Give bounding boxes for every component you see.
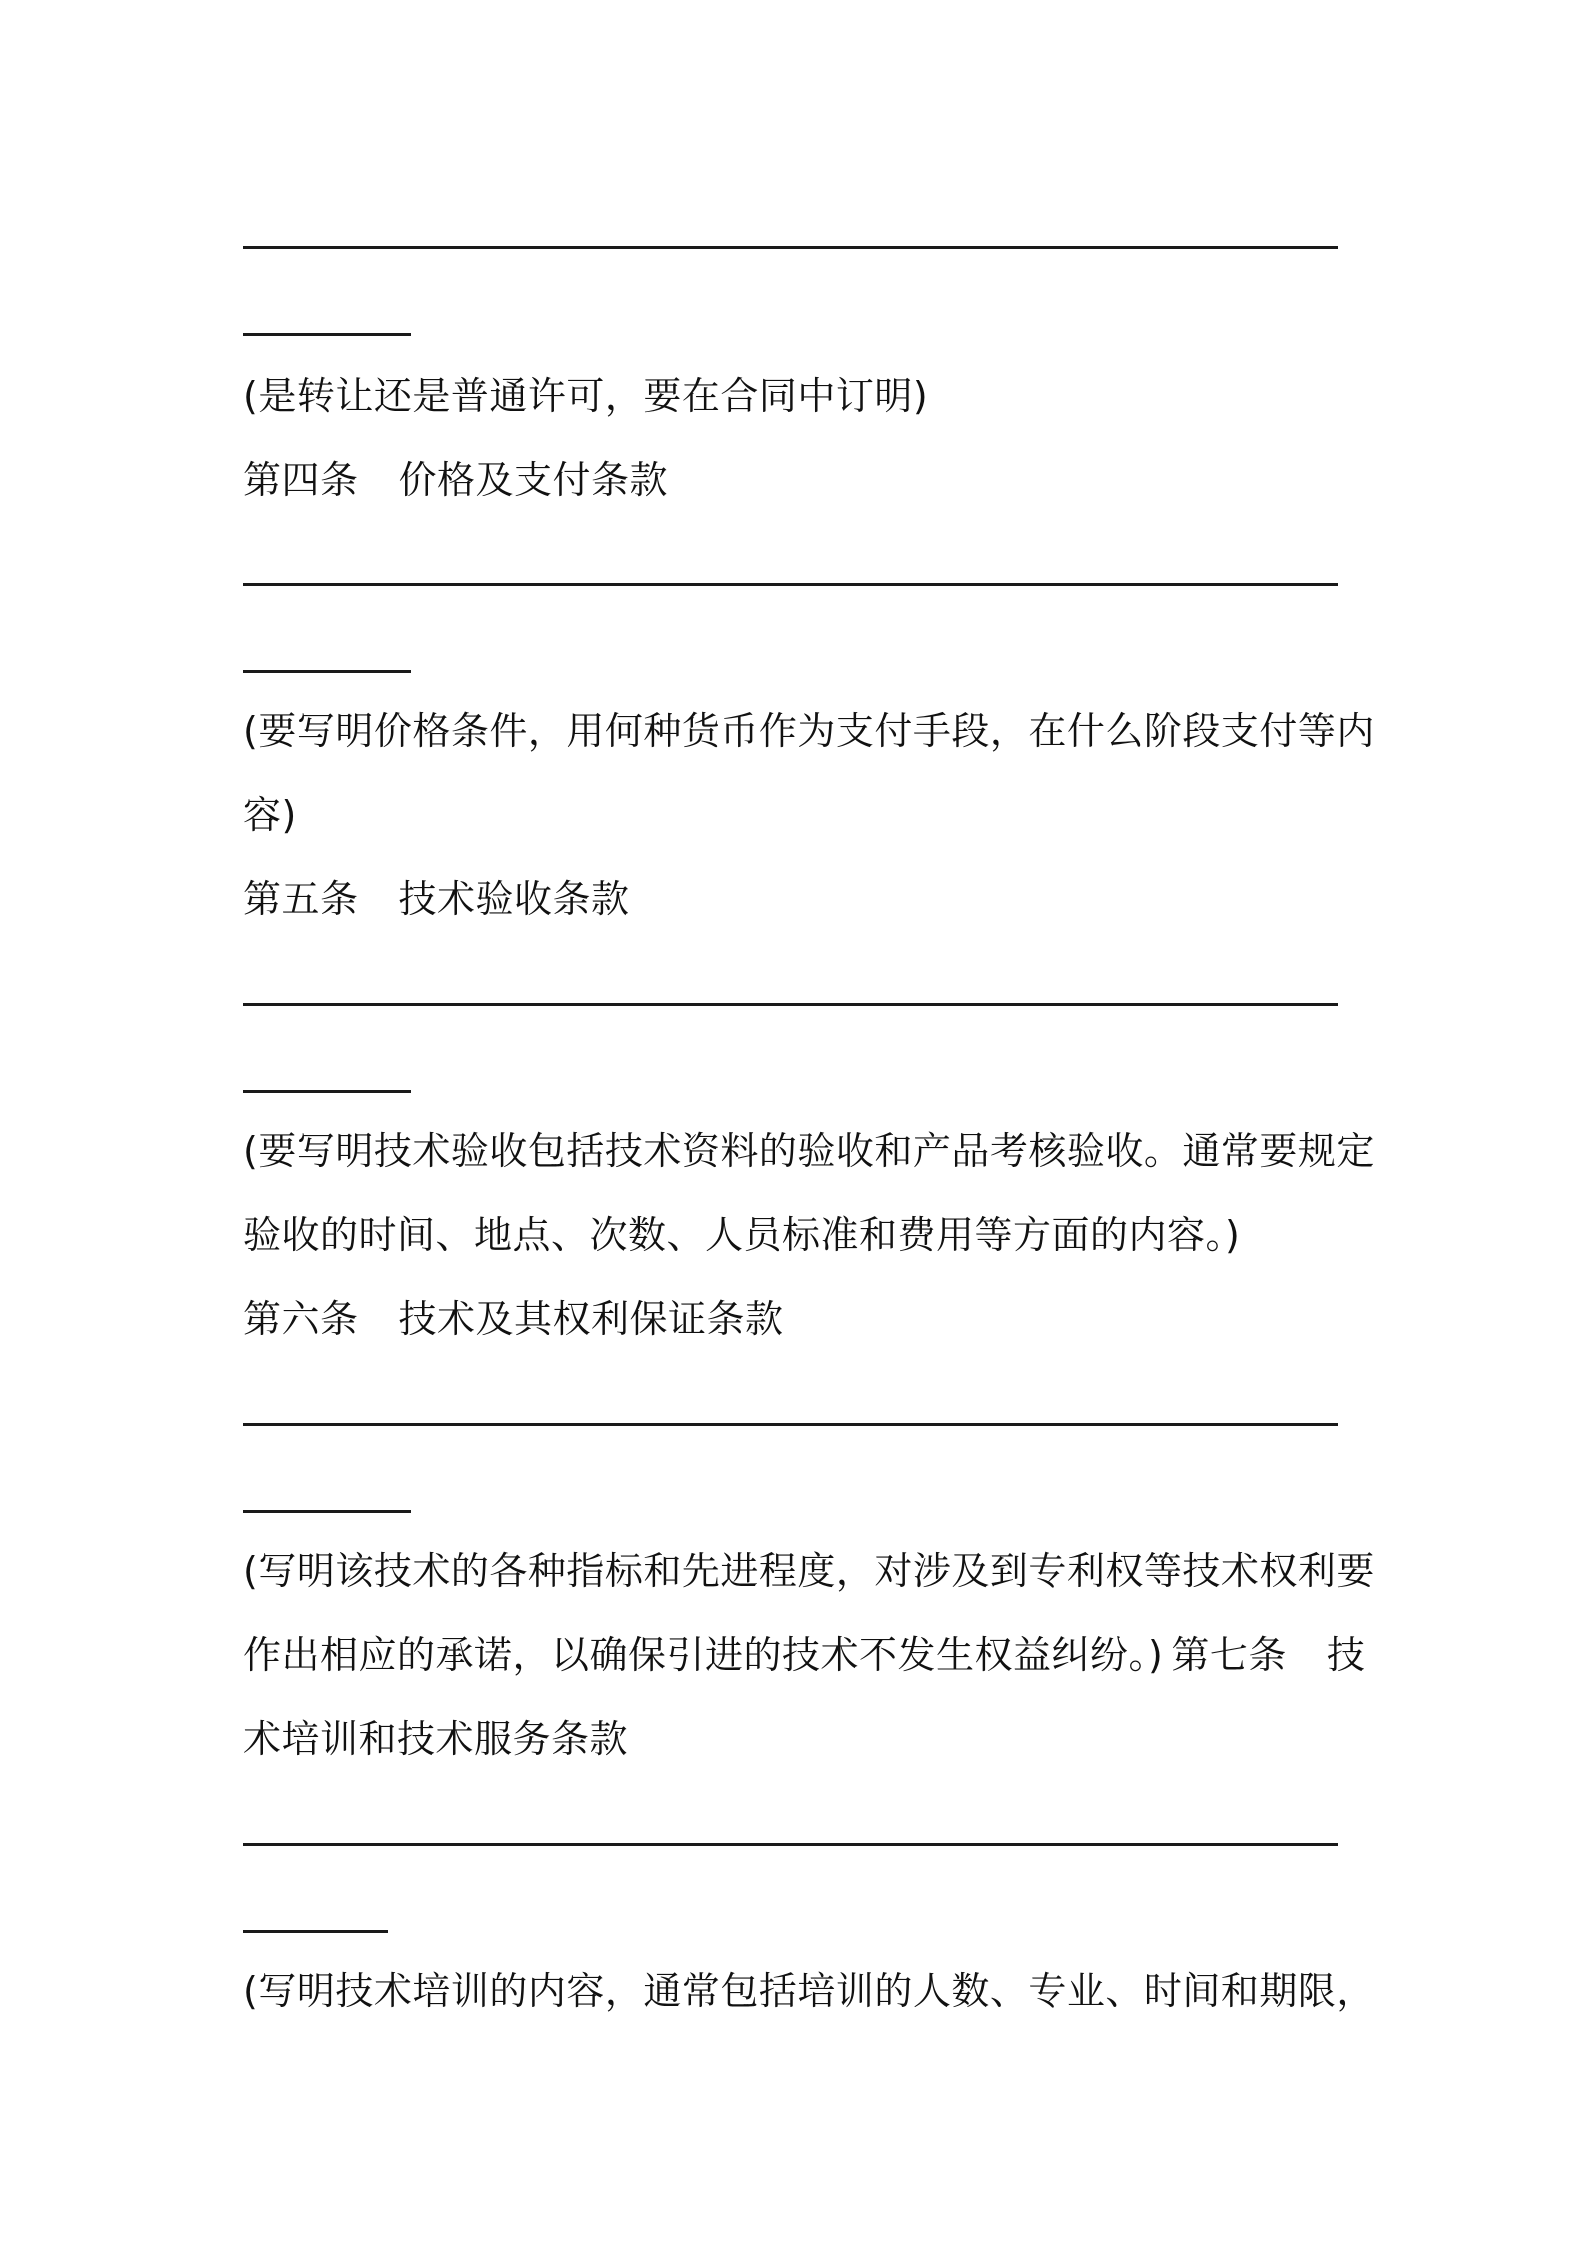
article-4-title: 价格及支付条款 <box>398 458 669 502</box>
article-6-number: 第六条 <box>243 1297 359 1341</box>
note-article-4-line-1: (要写明价格条件，用何种货币作为支付手段，在什么阶段支付等内 <box>243 709 1375 753</box>
article-4-heading <box>243 456 668 504</box>
article-5-heading <box>243 875 630 923</box>
fill-blank-line <box>243 583 1338 586</box>
article-4-number: 第四条 <box>243 458 359 502</box>
fill-blank-line-continuation <box>243 333 411 336</box>
note-article-6-line-1: (写明该技术的各种指标和先进程度，对涉及到专利权等技术权利要 <box>243 1549 1375 1593</box>
fill-blank-line <box>243 1423 1338 1426</box>
fill-blank-line <box>243 246 1338 249</box>
fill-blank-line <box>243 1843 1338 1846</box>
note-article-6-line-2-text: 作出相应的承诺，以确保引进的技术不发生权益纠纷。) <box>243 1633 1164 1677</box>
article-7-number: 第七条 <box>1171 1633 1287 1677</box>
note-article-5-line-1: (要写明技术验收包括技术资料的验收和产品考核验收。通常要规定 <box>243 1129 1375 1173</box>
article-6-title: 技术及其权利保证条款 <box>398 1297 784 1341</box>
article-6-heading <box>243 1295 784 1343</box>
note-article-7-line-1: (写明技术培训的内容，通常包括培训的人数、专业、时间和期限， <box>243 1969 1375 2013</box>
note-article-4-line-2: 容) <box>243 793 297 837</box>
fill-blank-line <box>243 1003 1338 1006</box>
article-7-title-continued: 术培训和技术服务条款 <box>243 1717 629 1761</box>
fill-blank-line-continuation <box>243 1510 411 1513</box>
fill-blank-line-continuation <box>243 670 411 673</box>
note-article-6-line-2 <box>243 1631 1365 1679</box>
fill-blank-line-continuation <box>243 1930 388 1933</box>
article-7-title-start: 技 <box>1326 1633 1366 1677</box>
note-article-3: (是转让还是普通许可，要在合同中订明) <box>243 374 929 418</box>
article-5-number: 第五条 <box>243 877 359 921</box>
article-5-title: 技术验收条款 <box>398 877 630 921</box>
fill-blank-line-continuation <box>243 1090 411 1093</box>
note-article-5-line-2: 验收的时间、地点、次数、人员标准和费用等方面的内容。) <box>243 1213 1241 1257</box>
